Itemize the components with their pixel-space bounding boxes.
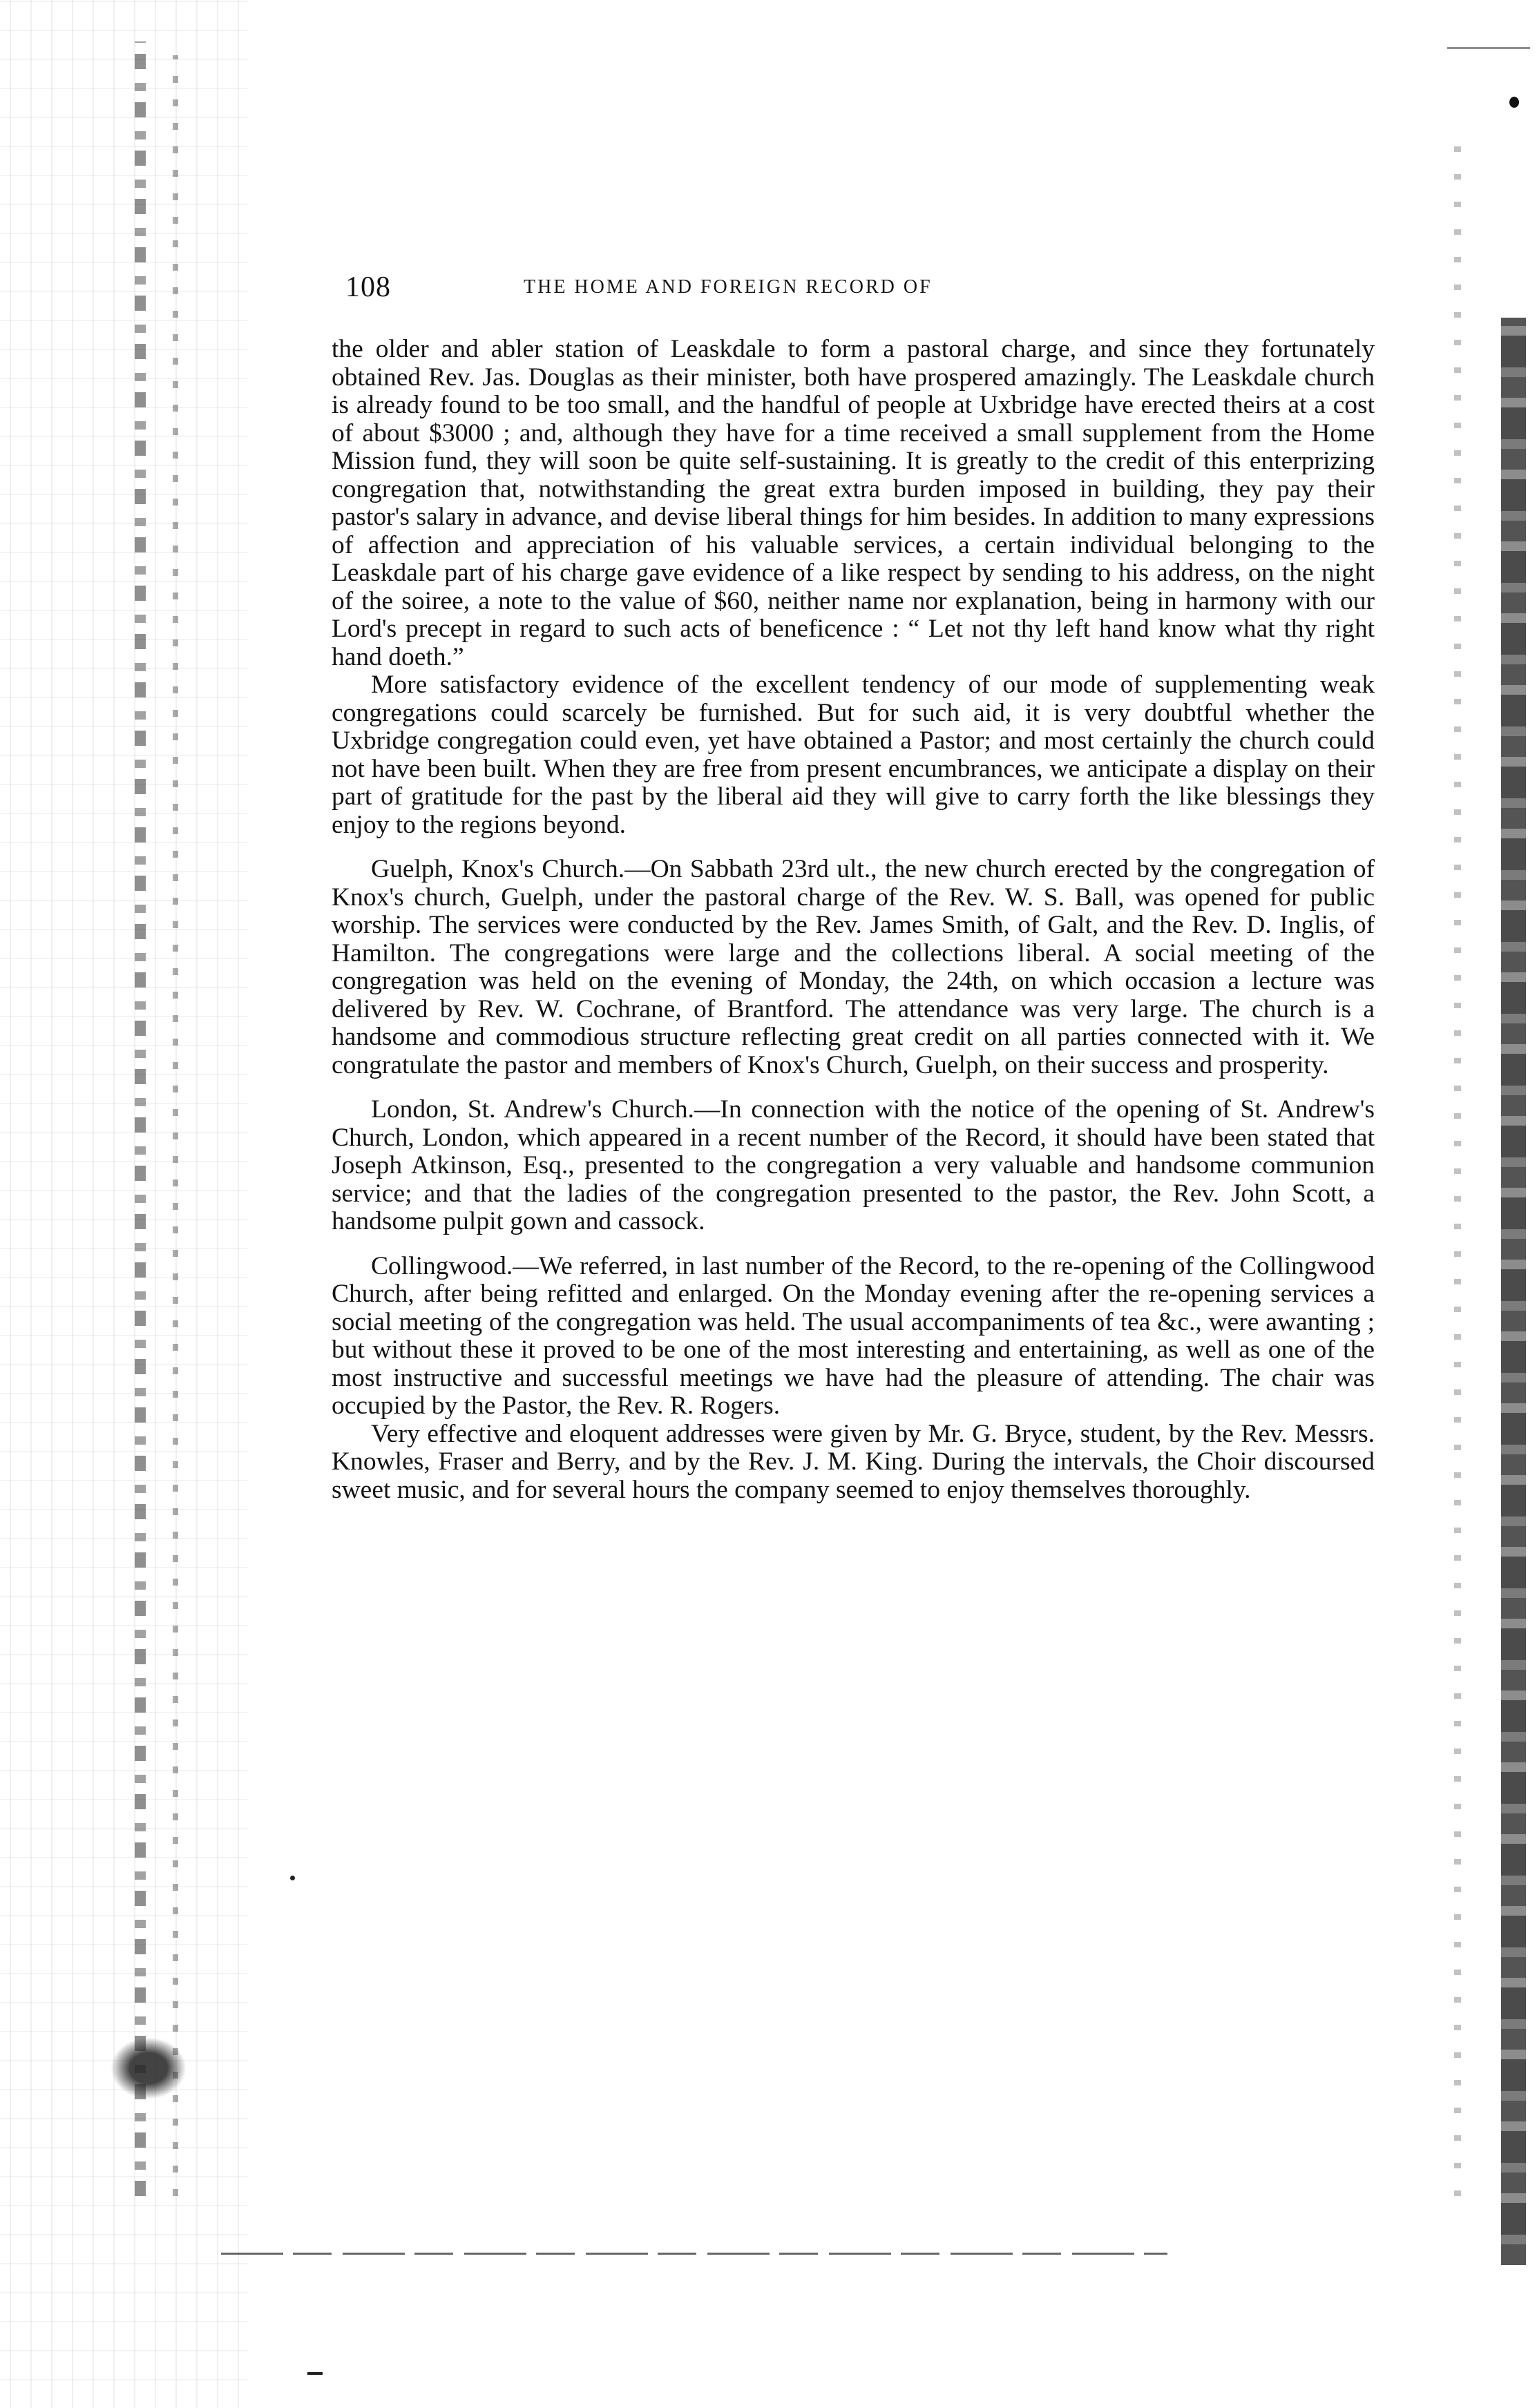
paragraph-supplementing: More satisfactory evidence of the excellent tendency of our mode of supplementing weak congregations could scarcely be furnished. But for such aid, it is very doubtful whether the Uxbridge congregation could even, yet have obtained a Pastor; and most certainly the church could not have been built. When they are free from present encumbrances, we anticipate a display on their part of gratitude for the past by the liberal aid they will give to carry forth the like blessings they enjoy to the regions beyond. (332, 671, 1375, 839)
paragraph-addresses: Very effective and eloquent addresses were given by Mr. G. Bryce, student, by the Rev. Messrs. Knowles, Fraser and Berry, and by the Rev. J. M. King. During the intervals, the Choir discoursed sweet music, and for several hours the company seemed to enjoy themselves thoroughly. (332, 1419, 1375, 1504)
stray-ink-dot (290, 1876, 295, 1880)
paragraph-guelph: Guelph, Knox's Church.—On Sabbath 23rd ult., the new church erected by the congregation of Knox's church, Guelph, under the pastoral charge of the Rev. W. S. Ball, was opened for public worship. The services were conducted by the Rev. James Smith, of Galt, and the Rev. D. Inglis, of Hamilton. The congregations were large and the collections liberal. A social meeting of the congregation was held on the evening of Monday, the 24th, on which occasion a lecture was delivered by Rev. W. Cochrane, of Brantford. The attendance was very large. The church is a handsome and commodious structure reflecting great credit on all parties connected with it. We congratulate the pastor and members of Knox's Church, Guelph, on their success and prosperity. (332, 855, 1375, 1079)
paragraph-gap (332, 1236, 1375, 1253)
paragraph-london: London, St. Andrew's Church.—In connection with the notice of the opening of St. Andrew's Church, London, which appeared in a recent number of the Record, it should have been stated that Joseph Atkinson, Esq., presented to the congregation a very valuable and handsome communion service; and that the ladies of the congregation presented to the pastor, the Rev. John Scott, a handsome pulpit gown and cassock. (332, 1095, 1375, 1235)
ink-dot (1509, 97, 1519, 108)
ink-blot (111, 2037, 187, 2099)
scan-right-margin-artifact (1440, 0, 1537, 2408)
margin-line (1447, 47, 1530, 49)
paragraph-gap (332, 839, 1375, 856)
stray-ink-mark (307, 2372, 323, 2375)
paragraph-gap (332, 1079, 1375, 1096)
document-page (332, 271, 1375, 1504)
bottom-rule (221, 2253, 1167, 2255)
paragraph-leaskdale: the older and abler station of Leaskdale to form a pastoral charge, and since they fortunately obtained Rev. Jas. Douglas as their minister, both have prospered amazingly. The Leaskdale church is already found to be too small, and the handful of people at Uxbridge have erected theirs at a cost of about $3000 ; and, although they have for a time received a small supplement from the Home Mission fund, they will soon be quite self-sustaining. It is greatly to the credit of this enterprizing congregation that, notwithstanding the great extra burden imposed in building, they pay their pastor's salary in advance, and devise liberal things for him besides. In addition to many expressions of affection and appreciation of his valuable services, a certain individual belonging to the Leaskdale part of his charge gave evidence of a like respect by sending to his address, on the night of the soiree, a note to the value of $60, neither name nor explanation, being in harmony with our Lord's precept in regard to such acts of beneficence : “ Let not thy left hand know what thy right hand doeth.” (332, 335, 1375, 671)
bleed-through-edge-secondary (173, 55, 178, 2196)
scan-left-margin-artifact (0, 0, 249, 2408)
book-spine-edge (1501, 318, 1526, 2265)
page-number: 108 (345, 271, 391, 303)
bleed-through-edge (135, 41, 146, 2196)
paragraph-collingwood: Collingwood.—We referred, in last number of the Record, to the re-opening of the Collingwood Church, after being refitted and enlarged. On the Monday evening after the re-opening services a social meeting of the congregation was held. The usual accompaniments of tea &c., were awanting ; but without these it proved to be one of the most interesting and entertaining, as well as one of the most instructive and successful meetings we have had the pleasure of attending. The chair was occupied by the Pastor, the Rev. R. Rogers. (332, 1251, 1375, 1420)
running-head (332, 271, 1375, 312)
running-title: THE HOME AND FOREIGN RECORD OF (524, 276, 933, 298)
bleed-through-edge (1454, 124, 1461, 2196)
